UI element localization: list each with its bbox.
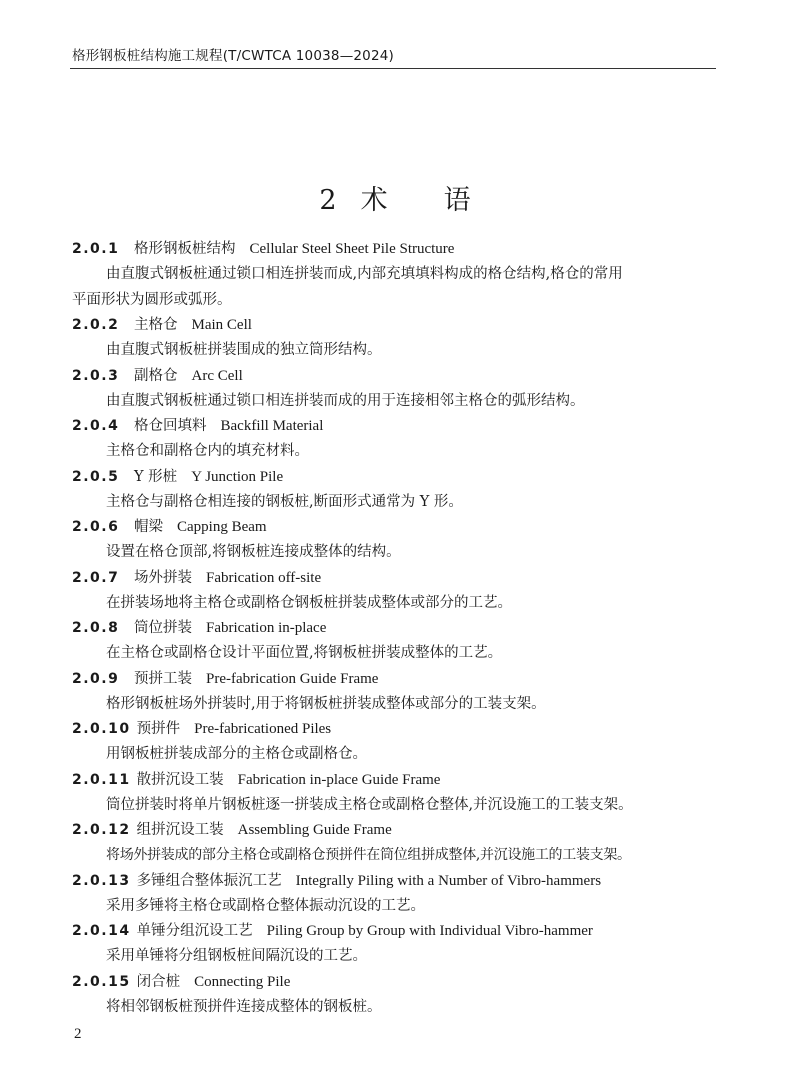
term-heading bbox=[72, 919, 732, 944]
term-english: Integrally Piling with a Number of Vibro-hammers bbox=[295, 872, 602, 889]
term-heading bbox=[72, 414, 732, 439]
term-entry bbox=[72, 717, 732, 768]
term-entry bbox=[72, 818, 732, 869]
term-heading bbox=[72, 465, 732, 490]
running-header: 格形钢板桩结构施工规程(T/CWTCA 10038—2024) bbox=[72, 48, 395, 64]
term-english: Fabrication in-place bbox=[206, 620, 327, 636]
term-definition-line: 由直腹式钢板桩通过锁口相连拼装而成,内部充填填料构成的格仓结构,格仓的常用 bbox=[106, 266, 623, 282]
term-chinese: 单锤分组沉设工艺 bbox=[136, 923, 253, 939]
term-english: Arc Cell bbox=[191, 367, 243, 384]
term-heading bbox=[72, 768, 732, 793]
term-definition: 将场外拼装成的部分主格仓或副格仓预拼件在筒位组拼成整体,并沉设施工的工装支架。 bbox=[106, 847, 631, 863]
term-chinese: 预拼工装 bbox=[134, 670, 192, 687]
term-definition: 采用单锤将分组钢板桩间隔沉设的工艺。 bbox=[106, 948, 367, 964]
term-definition: 在拼装场地将主格仓或副格仓钢板桩拼装成整体或部分的工艺。 bbox=[106, 594, 512, 611]
term-heading bbox=[72, 313, 732, 338]
term-chinese: 预拼件 bbox=[136, 721, 181, 737]
term-chinese: 副格仓 bbox=[134, 367, 178, 384]
term-entry bbox=[72, 414, 732, 465]
term-number: 2.0.1 bbox=[72, 241, 120, 257]
term-english: Piling Group by Group with Individual Vibro-hammer bbox=[266, 923, 593, 939]
term-number: 2.0.5 bbox=[72, 468, 120, 485]
term-heading bbox=[72, 237, 732, 262]
chapter-title-char-2: 语 bbox=[443, 185, 471, 216]
term-heading bbox=[72, 616, 732, 641]
term-chinese: 格形钢板桩结构 bbox=[134, 241, 236, 257]
term-chinese: 主格仓 bbox=[134, 317, 178, 333]
term-english: Fabrication off-site bbox=[206, 569, 322, 586]
term-definition: 主格仓与副格仓相连接的钢板桩,断面形式通常为 Y 形。 bbox=[106, 493, 463, 510]
term-number: 2.0.2 bbox=[72, 317, 120, 333]
term-english: Assembling Guide Frame bbox=[237, 822, 392, 838]
term-definition: 主格仓和副格仓内的填充材料。 bbox=[106, 443, 309, 459]
term-number: 2.0.12 bbox=[72, 822, 131, 838]
term-chinese: 散拼沉设工装 bbox=[136, 771, 224, 788]
term-number: 2.0.8 bbox=[72, 620, 120, 636]
term-english: Connecting Pile bbox=[194, 973, 291, 990]
terms-list bbox=[72, 237, 732, 1020]
term-definition bbox=[72, 262, 732, 313]
chapter-number: 2 bbox=[319, 185, 337, 216]
term-number: 2.0.9 bbox=[72, 670, 120, 687]
term-heading bbox=[72, 869, 732, 894]
term-entry bbox=[72, 313, 732, 364]
term-entry bbox=[72, 237, 732, 313]
term-chinese: 场外拼装 bbox=[134, 569, 192, 586]
term-entry bbox=[72, 869, 732, 920]
term-english: Capping Beam bbox=[177, 519, 267, 535]
term-entry bbox=[72, 616, 732, 667]
term-heading bbox=[72, 970, 732, 995]
term-number: 2.0.4 bbox=[72, 418, 120, 434]
term-entry bbox=[72, 465, 732, 516]
chapter-title-char-1: 术 bbox=[360, 185, 388, 216]
term-definition: 格形钢板桩场外拼装时,用于将钢板桩拼装成整体或部分的工装支架。 bbox=[106, 695, 546, 712]
term-english: Y Junction Pile bbox=[191, 468, 284, 485]
term-chinese: 格仓回填料 bbox=[134, 418, 207, 434]
term-definition: 用钢板桩拼装成部分的主格仓或副格仓。 bbox=[106, 746, 367, 762]
term-entry bbox=[72, 919, 732, 970]
term-definition: 在主格仓或副格仓设计平面位置,将钢板桩拼装成整体的工艺。 bbox=[106, 645, 503, 661]
term-heading bbox=[72, 515, 732, 540]
term-number: 2.0.7 bbox=[72, 569, 120, 586]
term-english: Main Cell bbox=[191, 317, 252, 333]
term-number: 2.0.11 bbox=[72, 771, 131, 788]
term-english: Backfill Material bbox=[220, 418, 324, 434]
term-heading bbox=[72, 818, 732, 843]
term-number: 2.0.10 bbox=[72, 721, 131, 737]
term-heading bbox=[72, 667, 732, 692]
term-heading bbox=[72, 717, 732, 742]
term-heading bbox=[72, 566, 732, 591]
term-definition: 筒位拼装时将单片钢板桩逐一拼装成主格仓或副格仓整体,并沉设施工的工装支架。 bbox=[106, 796, 633, 813]
term-entry bbox=[72, 566, 732, 617]
term-definition: 由直腹式钢板桩拼装围成的独立筒形结构。 bbox=[106, 342, 382, 358]
term-entry bbox=[72, 667, 732, 718]
term-english: Pre-fabrication Guide Frame bbox=[206, 670, 379, 687]
chapter-title bbox=[0, 178, 790, 217]
header-rule bbox=[70, 68, 716, 69]
term-chinese: Y 形桩 bbox=[134, 468, 178, 485]
term-number: 2.0.13 bbox=[72, 872, 131, 889]
term-definition-line: 平面形状为圆形或弧形。 bbox=[72, 291, 232, 308]
term-entry bbox=[72, 364, 732, 415]
term-definition: 由直腹式钢板桩通过锁口相连拼装而成的用于连接相邻主格仓的弧形结构。 bbox=[106, 392, 585, 409]
term-english: Cellular Steel Sheet Pile Structure bbox=[249, 241, 455, 257]
term-number: 2.0.3 bbox=[72, 367, 120, 384]
term-heading bbox=[72, 364, 732, 389]
term-entry bbox=[72, 970, 732, 1021]
term-english: Pre-fabricationed Piles bbox=[194, 721, 332, 737]
term-chinese: 筒位拼装 bbox=[134, 620, 192, 636]
term-entry bbox=[72, 768, 732, 819]
term-chinese: 多锤组合整体振沉工艺 bbox=[136, 872, 282, 889]
term-english: Fabrication in-place Guide Frame bbox=[237, 771, 441, 788]
page-number: 2 bbox=[74, 1026, 82, 1042]
term-definition: 采用多锤将主格仓或副格仓整体振动沉设的工艺。 bbox=[106, 897, 425, 914]
term-definition: 设置在格仓顶部,将钢板桩连接成整体的结构。 bbox=[106, 544, 401, 560]
term-chinese: 帽梁 bbox=[134, 519, 163, 535]
term-entry bbox=[72, 515, 732, 566]
term-chinese: 组拼沉设工装 bbox=[136, 822, 224, 838]
term-number: 2.0.14 bbox=[72, 923, 131, 939]
term-chinese: 闭合桩 bbox=[136, 973, 181, 990]
term-number: 2.0.15 bbox=[72, 973, 131, 990]
term-number: 2.0.6 bbox=[72, 519, 120, 535]
term-definition: 将相邻钢板桩预拼件连接成整体的钢板桩。 bbox=[106, 998, 382, 1015]
